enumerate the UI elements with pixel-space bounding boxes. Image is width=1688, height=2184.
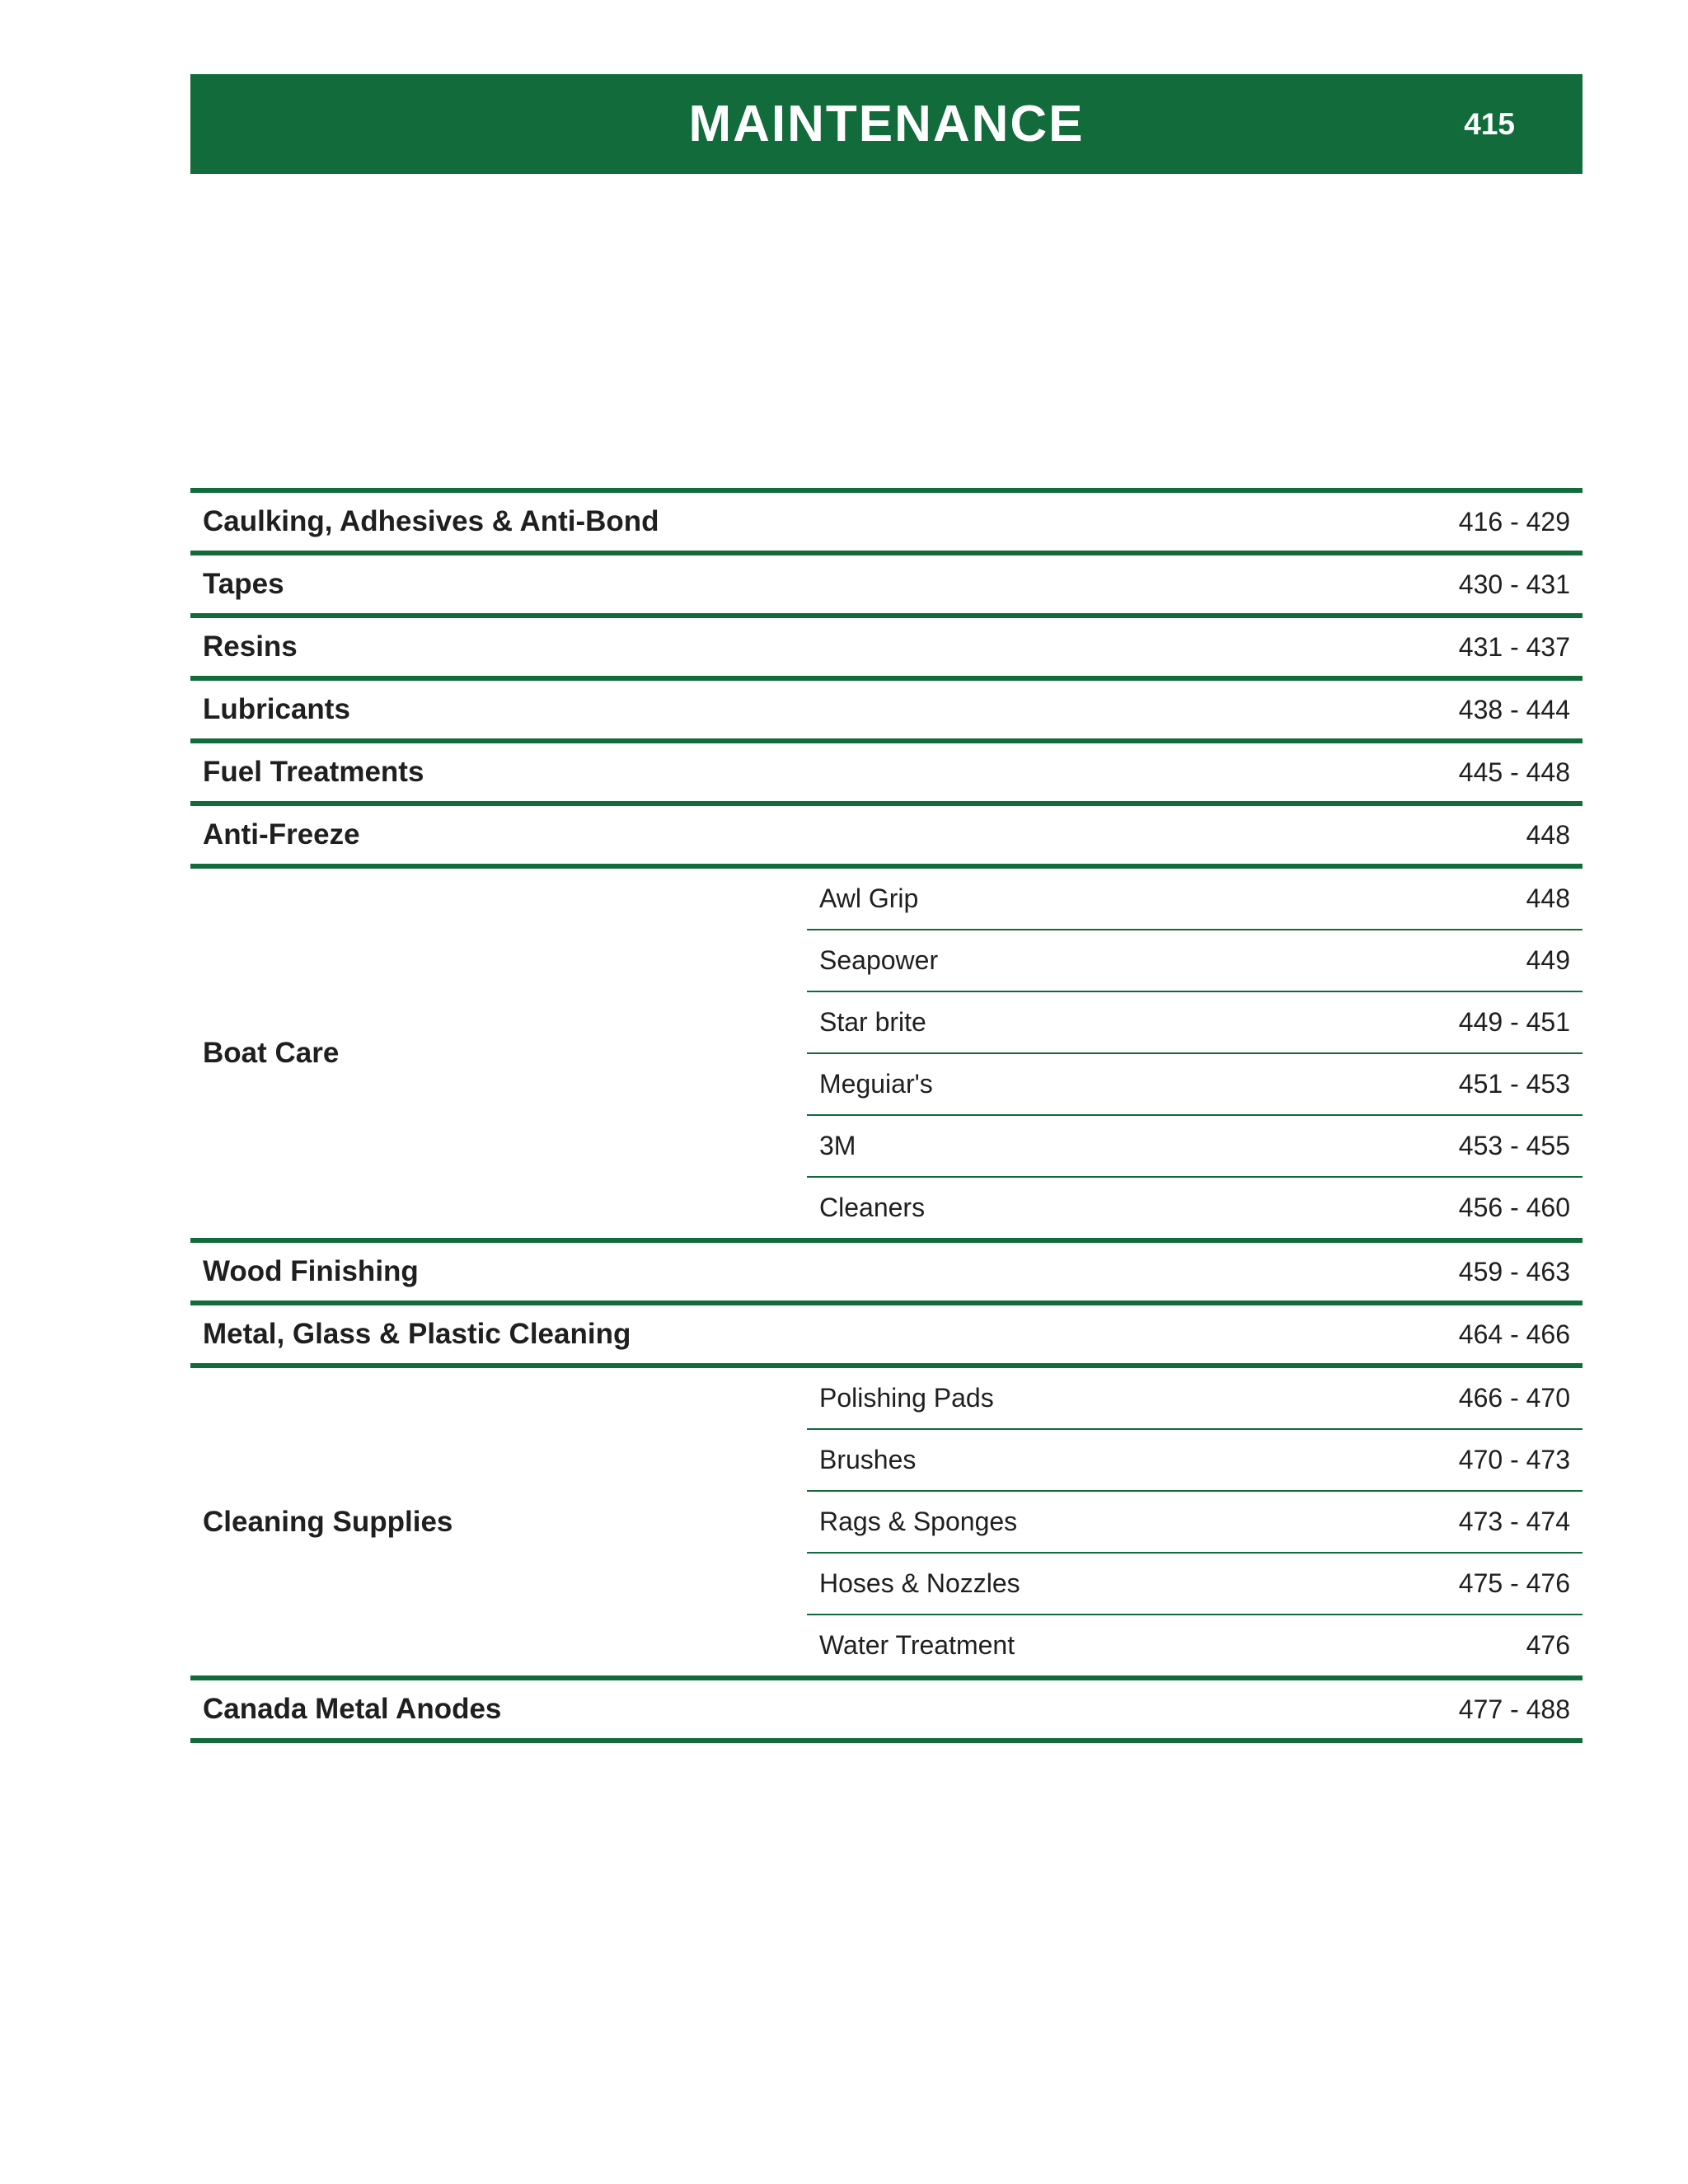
section-pages: 438 - 444 xyxy=(1458,695,1570,724)
subsection-pages: 473 - 474 xyxy=(1458,1507,1570,1536)
toc-group-cleaning-supplies xyxy=(190,1368,1582,1675)
table-of-contents xyxy=(190,488,1582,1743)
toc-subrow-polishing-pads[interactable] xyxy=(807,1368,1582,1428)
subsection-label: Awl Grip xyxy=(819,883,919,913)
divider xyxy=(190,1738,1582,1743)
page-number: 415 xyxy=(1464,107,1515,141)
toc-subrow-water-treatment[interactable] xyxy=(807,1615,1582,1675)
subsection-label: Cleaners xyxy=(819,1193,926,1222)
subsection-pages: 466 - 470 xyxy=(1458,1383,1570,1413)
toc-subrow-rags-sponges[interactable] xyxy=(807,1492,1582,1552)
toc-row-tapes[interactable] xyxy=(190,555,1582,613)
toc-row-lubricants[interactable] xyxy=(190,681,1582,738)
subsection-label: Star brite xyxy=(819,1007,926,1037)
toc-row-metal-glass-plastic[interactable] xyxy=(190,1305,1582,1363)
section-label: Caulking, Adhesives & Anti-Bond xyxy=(203,505,659,537)
section-pages: 459 - 463 xyxy=(1458,1257,1570,1286)
subsection-pages: 470 - 473 xyxy=(1458,1445,1570,1474)
toc-subrow-meguiars[interactable] xyxy=(807,1054,1582,1114)
toc-row-resins[interactable] xyxy=(190,618,1582,676)
section-pages: 464 - 466 xyxy=(1458,1319,1570,1349)
subsection-label: 3M xyxy=(819,1131,856,1160)
toc-group-boat-care xyxy=(190,869,1582,1238)
page-title: MAINTENANCE xyxy=(688,96,1085,152)
subsection-pages: 476 xyxy=(1526,1630,1570,1660)
header-bar xyxy=(190,74,1582,174)
section-pages: 477 - 488 xyxy=(1458,1694,1570,1724)
section-label: Resins xyxy=(203,630,298,663)
toc-subrow-awl-grip[interactable] xyxy=(807,869,1582,929)
subsection-label: Water Treatment xyxy=(819,1630,1015,1660)
toc-subrow-brushes[interactable] xyxy=(807,1430,1582,1490)
subsection-label: Brushes xyxy=(819,1445,917,1474)
section-pages: 448 xyxy=(1526,820,1570,850)
toc-row-canada-metal-anodes[interactable] xyxy=(190,1680,1582,1738)
toc-row-anti-freeze[interactable] xyxy=(190,806,1582,864)
section-label: Fuel Treatments xyxy=(203,756,424,788)
subsection-label: Rags & Sponges xyxy=(819,1507,1018,1536)
toc-row-wood-finishing[interactable] xyxy=(190,1243,1582,1301)
section-pages: 430 - 431 xyxy=(1458,569,1570,599)
section-label: Wood Finishing xyxy=(203,1255,419,1287)
section-pages: 445 - 448 xyxy=(1458,757,1570,787)
subsection-list xyxy=(807,1368,1582,1675)
toc-subrow-3m[interactable] xyxy=(807,1116,1582,1176)
section-pages: 416 - 429 xyxy=(1458,507,1570,537)
subsection-label: Polishing Pads xyxy=(819,1383,994,1413)
subsection-pages: 456 - 460 xyxy=(1458,1193,1570,1222)
section-label: Canada Metal Anodes xyxy=(203,1693,502,1725)
toc-subrow-cleaners[interactable] xyxy=(807,1178,1582,1238)
subsection-pages: 451 - 453 xyxy=(1458,1069,1570,1099)
section-pages: 431 - 437 xyxy=(1458,632,1570,662)
section-label: Metal, Glass & Plastic Cleaning xyxy=(203,1318,631,1350)
subsection-pages: 448 xyxy=(1526,883,1570,913)
subsection-pages: 453 - 455 xyxy=(1458,1131,1570,1160)
group-label: Cleaning Supplies xyxy=(203,1505,453,1538)
subsection-label: Meguiar's xyxy=(819,1069,933,1099)
section-label: Lubricants xyxy=(203,693,350,725)
toc-subrow-star-brite[interactable] xyxy=(807,992,1582,1052)
subsection-pages: 449 - 451 xyxy=(1458,1007,1570,1037)
subsection-pages: 475 - 476 xyxy=(1458,1568,1570,1598)
section-label: Tapes xyxy=(203,568,284,600)
subsection-label: Hoses & Nozzles xyxy=(819,1568,1020,1598)
toc-subrow-hoses-nozzles[interactable] xyxy=(807,1554,1582,1614)
toc-subrow-seapower[interactable] xyxy=(807,930,1582,991)
toc-row-fuel-treatments[interactable] xyxy=(190,743,1582,801)
subsection-pages: 449 xyxy=(1526,945,1570,975)
subsection-label: Seapower xyxy=(819,945,939,975)
subsection-list xyxy=(807,869,1582,1238)
group-label: Boat Care xyxy=(203,1037,340,1069)
section-label: Anti-Freeze xyxy=(203,818,360,851)
toc-row-caulking[interactable] xyxy=(190,493,1582,551)
